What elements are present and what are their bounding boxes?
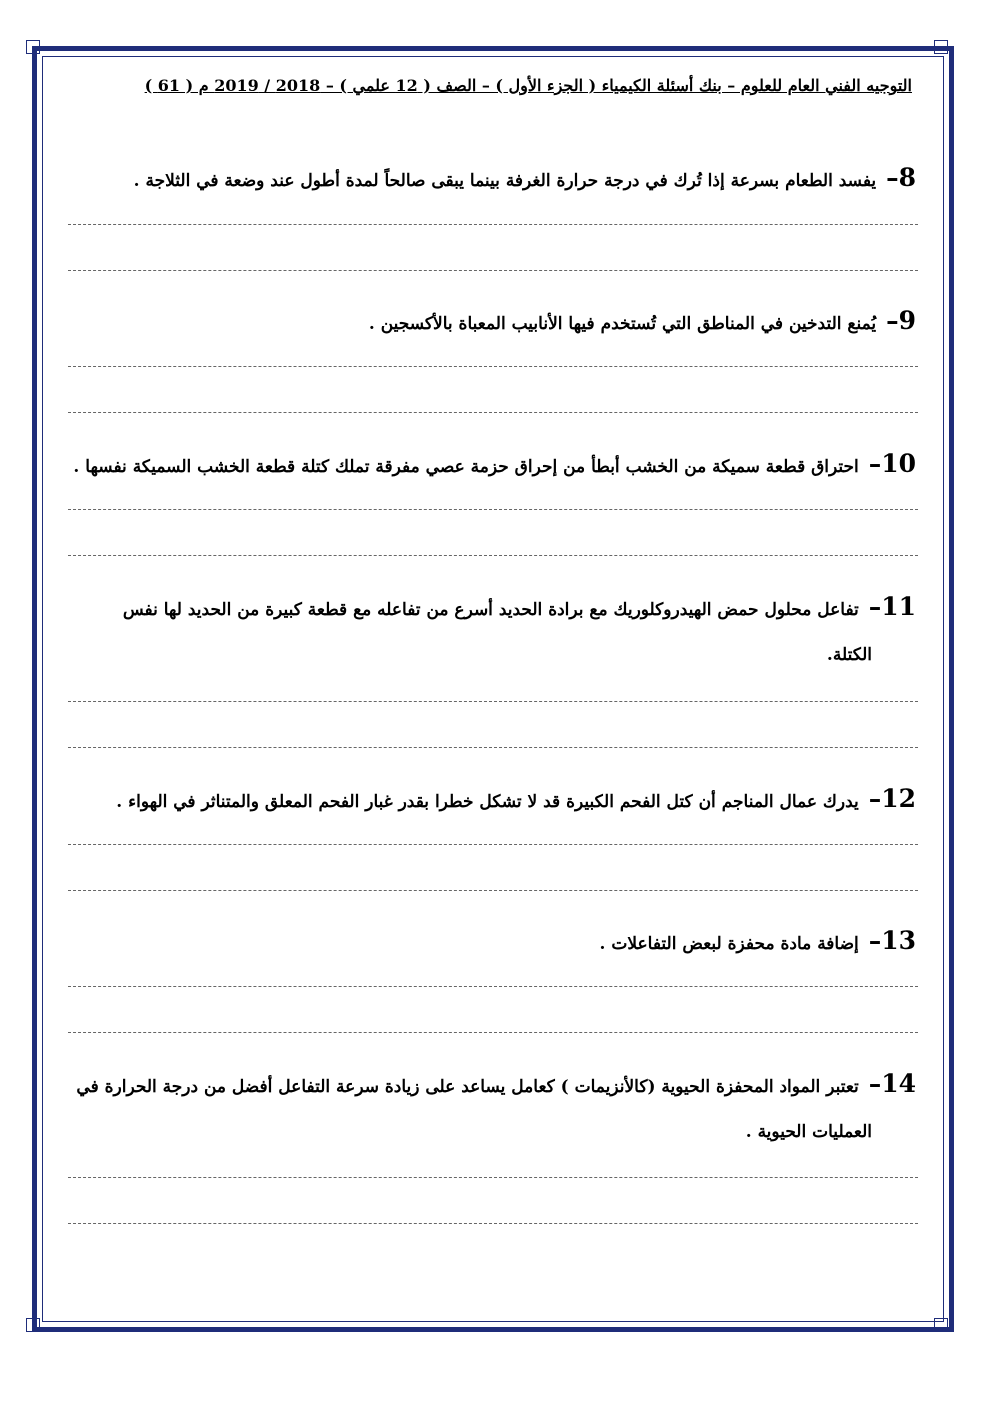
question-number: 9 — [898, 306, 916, 335]
question-10 — [73, 441, 916, 490]
question-text: العمليات الحيوية . — [745, 1122, 872, 1142]
answer-line[interactable] — [68, 509, 918, 510]
answer-line[interactable] — [68, 555, 918, 556]
answer-line[interactable] — [68, 1032, 918, 1033]
answer-line[interactable] — [68, 366, 918, 367]
answer-line[interactable] — [68, 412, 918, 413]
answer-line[interactable] — [68, 1177, 918, 1178]
answer-line[interactable] — [68, 224, 918, 225]
question-number: 12 — [881, 784, 916, 813]
question-number: 11 — [881, 592, 916, 621]
question-text: يفسد الطعام بسرعة إذا تُرك في درجة حرارة الغرفة بينما يبقى صالحاً لمدة أطول عند وضعة في الثلاجة . — [133, 171, 877, 191]
question-12 — [116, 776, 916, 825]
question-dash: – — [886, 163, 899, 192]
question-9 — [369, 298, 916, 347]
question-number: 10 — [881, 449, 916, 478]
answer-line[interactable] — [68, 890, 918, 891]
question-11 — [123, 584, 916, 633]
question-dash: – — [886, 306, 899, 335]
question-text: تفاعل محلول حمض الهيدروكلوريك مع برادة الحديد أسرع من تفاعله مع قطعة كبيرة من الحديد لها نفس — [122, 600, 859, 620]
question-text: احتراق قطعة سميكة من الخشب أبطأ من إحراق حزمة عصي مفرقة تملك كتلة قطعة الخشب السميكة نفسها . — [73, 457, 859, 477]
question-text: إضافة مادة محفزة لبعض التفاعلات . — [599, 934, 859, 954]
answer-line[interactable] — [68, 986, 918, 987]
question-number: 13 — [881, 926, 916, 955]
question-dash: – — [868, 449, 882, 478]
question-14 — [76, 1061, 916, 1110]
question-dash: – — [868, 784, 882, 813]
answer-line[interactable] — [68, 1223, 918, 1224]
question-11-continuation — [827, 632, 872, 678]
question-number: 14 — [881, 1069, 916, 1098]
question-text: يدرك عمال المناجم أن كتل الفحم الكبيرة قد لا تشكل خطرا بقدر غبار الفحم المعلق والمتناثر في الهواء . — [116, 792, 859, 812]
question-dash: – — [868, 926, 882, 955]
question-dash: – — [868, 1069, 882, 1098]
question-13 — [600, 918, 916, 967]
page-header: التوجيه الفني العام للعلوم – بنك أسئلة الكيمياء ( الجزء الأول ) – الصف ( 12 علمي ) – 2018 / 2019 م ( 61 ) — [144, 76, 912, 95]
question-8 — [134, 155, 916, 204]
question-text: يُمنع التدخين في المناطق التي تُستخدم فيها الأنابيب المعباة بالأكسجين . — [368, 314, 877, 334]
question-text: الكتلة. — [826, 645, 872, 665]
answer-line[interactable] — [68, 844, 918, 845]
answer-line[interactable] — [68, 701, 918, 702]
question-text: تعتبر المواد المحفزة الحيوية (كالأنزيمات ) كعامل يساعد على زيادة سرعة التفاعل أفضل من درجة الحرارة في — [76, 1077, 859, 1097]
question-dash: – — [868, 592, 882, 621]
question-number: 8 — [898, 163, 916, 192]
answer-line[interactable] — [68, 270, 918, 271]
answer-line[interactable] — [68, 747, 918, 748]
question-14-continuation — [746, 1109, 872, 1155]
